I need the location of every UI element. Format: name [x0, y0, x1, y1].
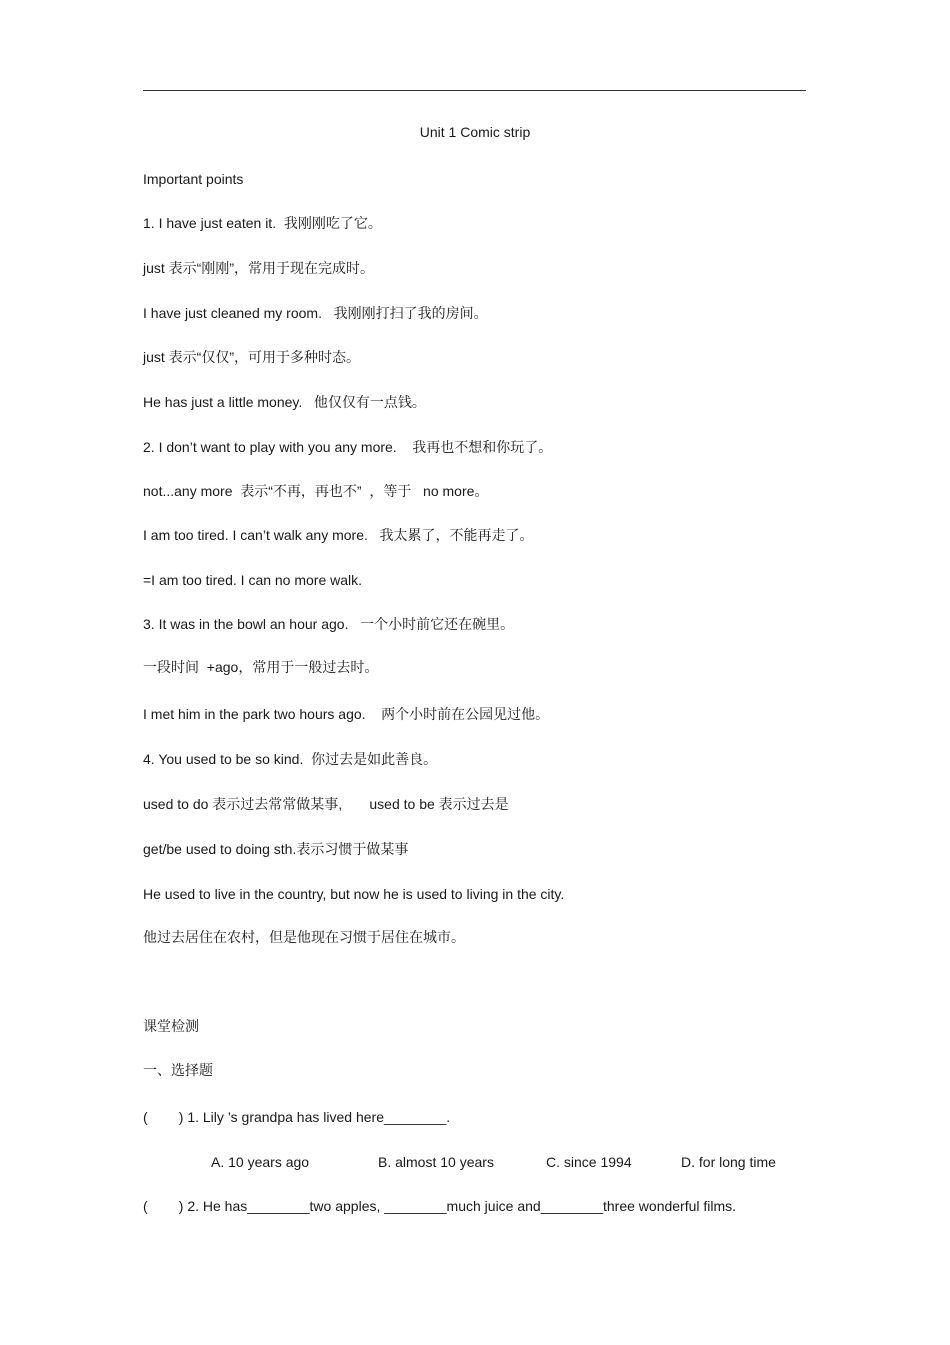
text-line: 3. It was in the bowl an hour ago. 一个小时前它还在碗里。	[143, 616, 515, 632]
page-title: Unit 1 Comic strip	[419, 124, 531, 140]
text-line: =I am too tired. I can no more walk.	[143, 572, 363, 588]
text-line: used to do 表示过去常常做某事, used to be 表示过去是	[143, 796, 509, 812]
text-line: I am too tired. I can’t walk any more. 我太累了，不能再走了。	[143, 527, 534, 543]
text-line: just 表示“刚刚”，常用于现在完成时。	[143, 260, 374, 276]
text-line: 4. You used to be so kind. 你过去是如此善良。	[143, 751, 438, 767]
text-line: I have just cleaned my room. 我刚刚打扫了我的房间。	[143, 305, 488, 321]
text-line: get/be used to doing sth.表示习惯于做某事	[143, 841, 409, 857]
text-line: 一段时间 +ago，常用于一般过去时。	[143, 659, 379, 675]
section-heading: 一、选择题	[143, 1062, 213, 1078]
section-heading: 课堂检测	[143, 1018, 199, 1034]
text-line: 他过去居住在农村，但是他现在习惯于居住在城市。	[143, 929, 465, 945]
header-rule	[143, 90, 806, 91]
text-line: 1. I have just eaten it. 我刚刚吃了它。	[143, 215, 382, 231]
text-line: not...any more 表示“不再，再也不” ，等于 no more。	[143, 483, 489, 499]
text-line: I met him in the park two hours ago. 两个小时前在公园见过他。	[143, 706, 550, 722]
text-line: just 表示“仅仅”，可用于多种时态。	[143, 349, 360, 365]
text-line: He used to live in the country, but now he is used to living in the city.	[143, 886, 565, 902]
option-d: D. for long time	[681, 1154, 776, 1170]
text-line: 2. I don’t want to play with you any more. 我再也不想和你玩了。	[143, 439, 553, 455]
section-heading: Important points	[143, 171, 244, 187]
option-a: A. 10 years ago	[211, 1154, 310, 1170]
text-line: He has just a little money. 他仅仅有一点钱。	[143, 394, 426, 410]
option-c: C. since 1994	[546, 1154, 632, 1170]
question-2: ( ) 2. He has________two apples, ________much juice and________three wonderful films.	[143, 1198, 737, 1214]
option-b: B. almost 10 years	[378, 1154, 494, 1170]
question-1: ( ) 1. Lily ’s grandpa has lived here________.	[143, 1109, 451, 1125]
